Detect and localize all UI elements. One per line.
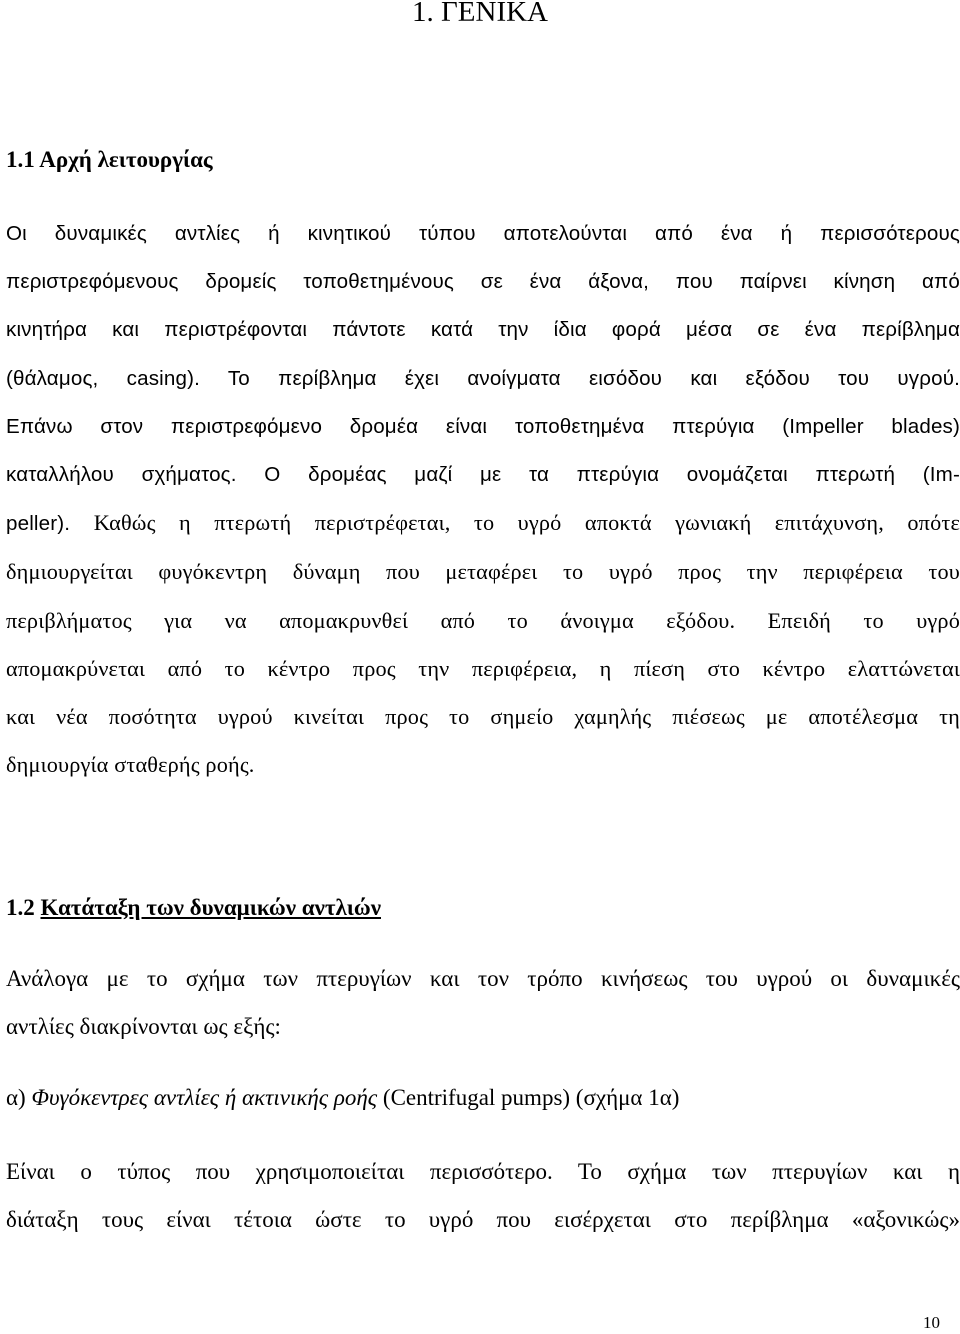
paragraph-line: περιστρεφόμενους δρομείς τοποθετημένους σε ένα άξονα, που παίρνει κίνηση από bbox=[6, 270, 960, 294]
paragraph-line-mixed bbox=[6, 499, 960, 548]
chapter-title: 1. ΓΕΝΙΚΑ bbox=[412, 0, 548, 28]
list-item-line bbox=[6, 1074, 960, 1122]
paragraph-line: Οι δυναμικές αντλίες ή κινητικού τύπου αποτελούνται από ένα ή περισσότερους bbox=[6, 222, 960, 245]
list-item-prefix: α) bbox=[6, 1085, 26, 1110]
list-item-a bbox=[6, 1074, 960, 1122]
section-number: 1.2 bbox=[6, 895, 35, 920]
paragraph-line: κινητήρα και περιστρέφονται πάντοτε κατά την ίδια φορά μέσα σε ένα περίβλημα bbox=[6, 318, 960, 342]
paragraph-line: Επάνω στον περιστρεφόμενο δρομέα είναι τοποθετημένα πτερύγια (Impeller blades) bbox=[6, 414, 960, 438]
paragraph-line: και νέα ποσότητα υγρού κινείται προς το σημείο χαμηλής πιέσεως με αποτέλεσμα τη bbox=[6, 704, 960, 730]
list-item-title: Φυγόκεντρες αντλίες ή ακτινικής ροής bbox=[31, 1085, 378, 1110]
paragraph-line: (θάλαμος, casing). Το περίβλημα έχει ανοίγματα εισόδου και εξόδου του υγρού. bbox=[6, 366, 960, 390]
paragraph-line: αντλίες διακρίνονται ως εξής: bbox=[6, 1014, 281, 1039]
paragraph-line: περιβλήματος για να απομακρυνθεί από το άνοιγμα εξόδου. Επειδή το υγρό bbox=[6, 607, 960, 633]
page-number: 10 bbox=[923, 1313, 940, 1332]
section-title: Κατάταξη των δυναμικών αντλιών bbox=[40, 895, 381, 920]
section-1-2-paragraph bbox=[6, 1148, 960, 1244]
paragraph-fragment: peller). bbox=[6, 512, 71, 536]
section-heading-1-1: 1.1 Αρχή λειτουργίας bbox=[6, 147, 213, 172]
paragraph-line: απομακρύνεται από το κέντρο προς την περιφέρεια, η πίεση στο κέντρο ελαττώνεται bbox=[6, 655, 960, 681]
section-1-2-intro bbox=[6, 955, 960, 1051]
paragraph-fragment: Καθώς η πτερωτή περιστρέφεται, το υγρό αποκτά γωνιακή επιτάχυνση, οπότε bbox=[93, 510, 960, 536]
paragraph-line: διάταξη τους είναι τέτοια ώστε το υγρό που εισέρχεται στο περίβλημα «αξονικώς» bbox=[6, 1207, 960, 1232]
paragraph-line: Είναι ο τύπος που χρησιμοποιείται περισσότερο. Το σχήμα των πτερυγίων και η bbox=[6, 1159, 960, 1184]
paragraph-line: καταλλήλου σχήματος. Ο δρομέας μαζί με τα πτερύγια ονομάζεται πτερωτή (Im- bbox=[6, 463, 960, 487]
section-1-1-paragraph bbox=[6, 210, 960, 789]
paragraph-line: Ανάλογα με το σχήμα των πτερυγίων και τον τρόπο κινήσεως του υγρού οι δυναμικές bbox=[6, 966, 960, 991]
paragraph-line: δημιουργία σταθερής ροής. bbox=[6, 752, 255, 778]
section-heading-1-2 bbox=[6, 892, 381, 924]
list-item-rest: (Centrifugal pumps) (σχήμα 1α) bbox=[382, 1085, 680, 1110]
paragraph-line: δημιουργείται φυγόκεντρη δύναμη που μεταφέρει το υγρό προς την περιφέρεια του bbox=[6, 559, 960, 585]
